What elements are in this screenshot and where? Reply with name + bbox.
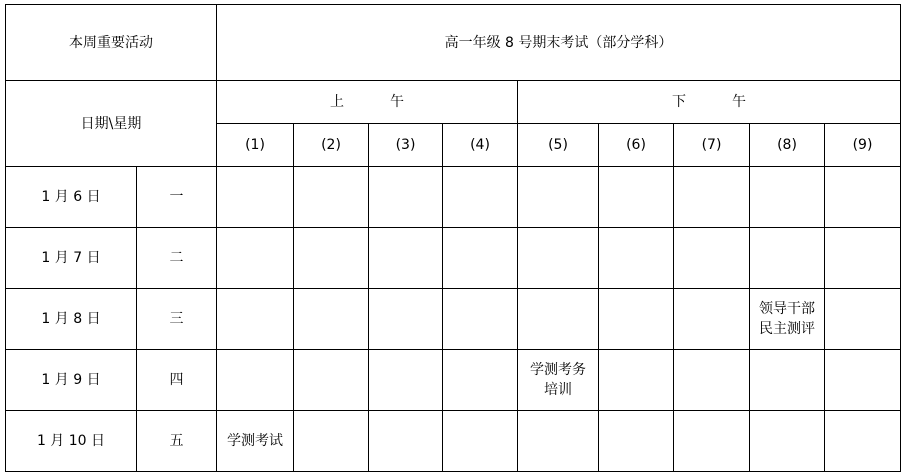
morning-header bbox=[217, 81, 518, 124]
schedule-cell bbox=[217, 228, 294, 289]
half-day-header-row bbox=[6, 81, 901, 124]
table-row bbox=[6, 228, 901, 289]
schedule-cell bbox=[599, 228, 674, 289]
afternoon-header-char-1: 下 bbox=[672, 94, 686, 110]
schedule-cell bbox=[518, 289, 599, 350]
morning-header-char-2: 午 bbox=[390, 94, 404, 110]
schedule-cell bbox=[518, 167, 599, 228]
period-header-7: (7) bbox=[674, 124, 750, 167]
weekly-activity-row bbox=[6, 5, 901, 81]
schedule-cell bbox=[750, 167, 825, 228]
schedule-cell bbox=[369, 167, 443, 228]
schedule-cell-event bbox=[518, 350, 599, 411]
period-header-9: (9) bbox=[825, 124, 901, 167]
schedule-cell bbox=[825, 350, 901, 411]
date-cell: 1 月 8 日 bbox=[6, 289, 137, 350]
schedule-cell bbox=[443, 167, 518, 228]
table-row bbox=[6, 167, 901, 228]
schedule-cell bbox=[443, 411, 518, 472]
schedule-cell bbox=[599, 167, 674, 228]
schedule-cell bbox=[294, 350, 369, 411]
period-header-3: (3) bbox=[369, 124, 443, 167]
schedule-cell bbox=[674, 228, 750, 289]
weekday-cell: 二 bbox=[137, 228, 217, 289]
schedule-cell bbox=[674, 289, 750, 350]
schedule-cell bbox=[825, 411, 901, 472]
weekday-cell: 三 bbox=[137, 289, 217, 350]
schedule-cell bbox=[599, 350, 674, 411]
schedule-cell bbox=[750, 228, 825, 289]
schedule-cell bbox=[443, 350, 518, 411]
weekday-cell: 一 bbox=[137, 167, 217, 228]
period-header-2: (2) bbox=[294, 124, 369, 167]
schedule-cell bbox=[369, 411, 443, 472]
period-header-8: (8) bbox=[750, 124, 825, 167]
schedule-cell bbox=[825, 228, 901, 289]
weekly-activity-content: 高一年级 8 号期末考试（部分学科） bbox=[217, 5, 901, 81]
date-cell: 1 月 10 日 bbox=[6, 411, 137, 472]
weekday-cell: 四 bbox=[137, 350, 217, 411]
weekly-activity-label: 本周重要活动 bbox=[6, 5, 217, 81]
period-header-4: (4) bbox=[443, 124, 518, 167]
schedule-cell bbox=[518, 228, 599, 289]
schedule-cell bbox=[294, 411, 369, 472]
schedule-cell bbox=[825, 289, 901, 350]
weekly-schedule-table bbox=[5, 4, 901, 472]
schedule-cell bbox=[599, 411, 674, 472]
schedule-cell bbox=[443, 289, 518, 350]
schedule-cell bbox=[369, 289, 443, 350]
schedule-cell bbox=[443, 228, 518, 289]
date-cell: 1 月 7 日 bbox=[6, 228, 137, 289]
schedule-cell bbox=[294, 228, 369, 289]
weekday-cell: 五 bbox=[137, 411, 217, 472]
afternoon-header-char-2: 午 bbox=[732, 94, 746, 110]
schedule-cell-event bbox=[217, 411, 294, 472]
schedule-cell bbox=[825, 167, 901, 228]
schedule-cell bbox=[217, 167, 294, 228]
schedule-cell bbox=[294, 167, 369, 228]
schedule-cell bbox=[750, 411, 825, 472]
schedule-cell bbox=[674, 411, 750, 472]
schedule-cell bbox=[599, 289, 674, 350]
schedule-cell bbox=[674, 350, 750, 411]
date-cell: 1 月 6 日 bbox=[6, 167, 137, 228]
schedule-cell bbox=[369, 228, 443, 289]
date-weekday-header: 日期\星期 bbox=[6, 81, 217, 167]
event-leader-evaluation: 领导干部民主测评 bbox=[759, 301, 815, 337]
event-exam-training: 学测考务培训 bbox=[530, 362, 586, 398]
morning-header-char-1: 上 bbox=[330, 94, 344, 110]
schedule-cell bbox=[217, 350, 294, 411]
period-header-1: (1) bbox=[217, 124, 294, 167]
schedule-cell bbox=[518, 411, 599, 472]
schedule-cell-event bbox=[750, 289, 825, 350]
table-row bbox=[6, 289, 901, 350]
period-header-5: (5) bbox=[518, 124, 599, 167]
schedule-cell bbox=[674, 167, 750, 228]
period-header-6: (6) bbox=[599, 124, 674, 167]
schedule-cell bbox=[750, 350, 825, 411]
date-cell: 1 月 9 日 bbox=[6, 350, 137, 411]
table-row bbox=[6, 350, 901, 411]
event-exam: 学测考试 bbox=[227, 433, 283, 449]
table-row bbox=[6, 411, 901, 472]
schedule-cell bbox=[294, 289, 369, 350]
schedule-cell bbox=[217, 289, 294, 350]
afternoon-header bbox=[518, 81, 901, 124]
schedule-cell bbox=[369, 350, 443, 411]
